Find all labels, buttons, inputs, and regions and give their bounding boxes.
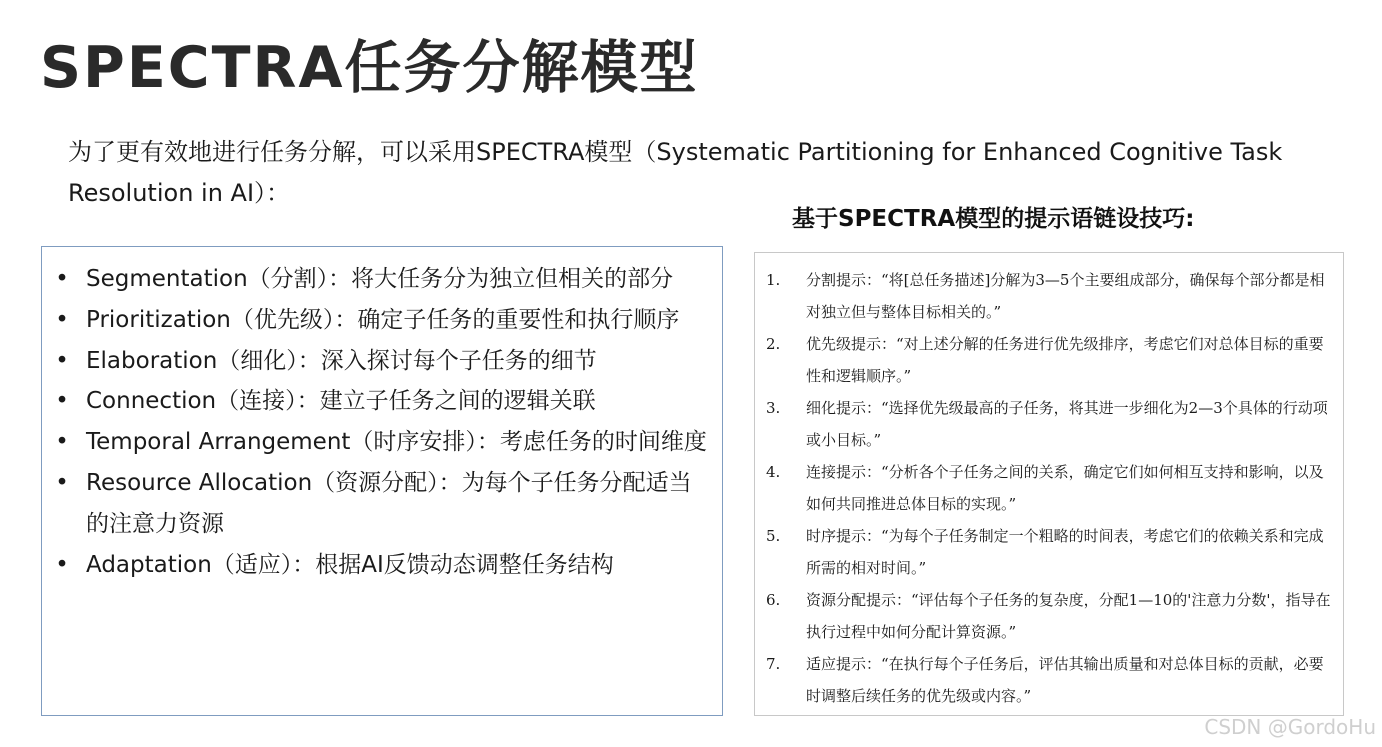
tip-number: 2. [766,335,781,353]
bullet-icon: • [55,388,69,415]
bullet-icon: • [55,347,69,374]
tip-text: 适应提示：“在执行每个子任务后，评估其输出质量和对总体目标的贡献，必要时调整后续任务的优先级或内容。” [806,655,1324,705]
component-text: Temporal Arrangement（时序安排）：考虑任务的时间维度 [86,429,707,456]
tip-text: 优先级提示：“对上述分解的任务进行优先级排序，考虑它们对总体目标的重要性和逻辑顺序。” [806,335,1324,385]
tip-item [755,328,1331,392]
tip-text: 分割提示：“将[总任务描述]分解为3—5个主要组成部分，确保每个部分都是相对独立但与整体目标相关的。” [806,271,1325,321]
component-item-adaptation [42,545,714,586]
tip-number: 6. [766,591,781,609]
tip-item [755,584,1331,648]
component-item-resource-allocation [42,463,714,545]
tip-item [755,264,1331,328]
bullet-icon: • [55,429,69,456]
component-item-temporal-arrangement [42,422,714,463]
component-text: Segmentation（分割）：将大任务分为独立但相关的部分 [86,266,674,292]
watermark: CSDN @GordoHu [1204,715,1376,739]
component-item-segmentation [42,259,714,300]
intro-paragraph: 为了更有效地进行任务分解，可以采用SPECTRA模型（Systematic Partitioning for Enhanced Cognitive Task Resolution in AI）： [68,138,1283,207]
component-text: Resource Allocation（资源分配）：为每个子任务分配适当的注意力资源 [86,469,692,537]
tip-number: 3. [766,399,781,417]
component-text: Elaboration（细化）：深入探讨每个子任务的细节 [86,347,597,374]
tip-number: 4. [766,463,781,481]
tip-item [755,392,1331,456]
bullet-icon: • [55,551,69,578]
bullet-icon: • [55,306,69,333]
component-text: Connection（连接）：建立子任务之间的逻辑关联 [86,388,596,415]
component-item-elaboration [42,341,714,382]
tip-item [755,456,1331,520]
page-title: SPECTRA任务分解模型 [40,35,699,101]
component-text: Adaptation（适应）：根据AI反馈动态调整任务结构 [86,551,614,578]
tip-text: 细化提示：“选择优先级最高的子任务，将其进一步细化为2—3个具体的行动项或小目标。” [806,399,1328,449]
components-list [42,247,722,585]
bullet-icon: • [55,266,69,292]
component-text: Prioritization（优先级）：确定子任务的重要性和执行顺序 [86,306,680,333]
bullet-icon: • [55,469,69,496]
tip-number: 5. [766,527,781,545]
tip-item [755,520,1331,584]
tip-text: 时序提示：“为每个子任务制定一个粗略的时间表，考虑它们的依赖关系和完成所需的相对时间。” [806,527,1324,577]
tip-item [755,648,1331,712]
tip-number: 1. [766,271,781,289]
tips-box [754,252,1344,716]
tip-text: 资源分配提示：“评估每个子任务的复杂度，分配1—10的'注意力分数'，指导在执行过程中如何分配计算资源。” [806,591,1331,641]
component-item-prioritization [42,300,714,341]
tips-title: 基于SPECTRA模型的提示语链设技巧: [792,206,1195,232]
component-item-connection [42,381,714,422]
components-box [41,246,723,716]
tip-text: 连接提示：“分析各个子任务之间的关系，确定它们如何相互支持和影响，以及如何共同推进总体目标的实现。” [806,463,1324,513]
tips-list [755,253,1343,712]
tip-number: 7. [766,655,781,673]
